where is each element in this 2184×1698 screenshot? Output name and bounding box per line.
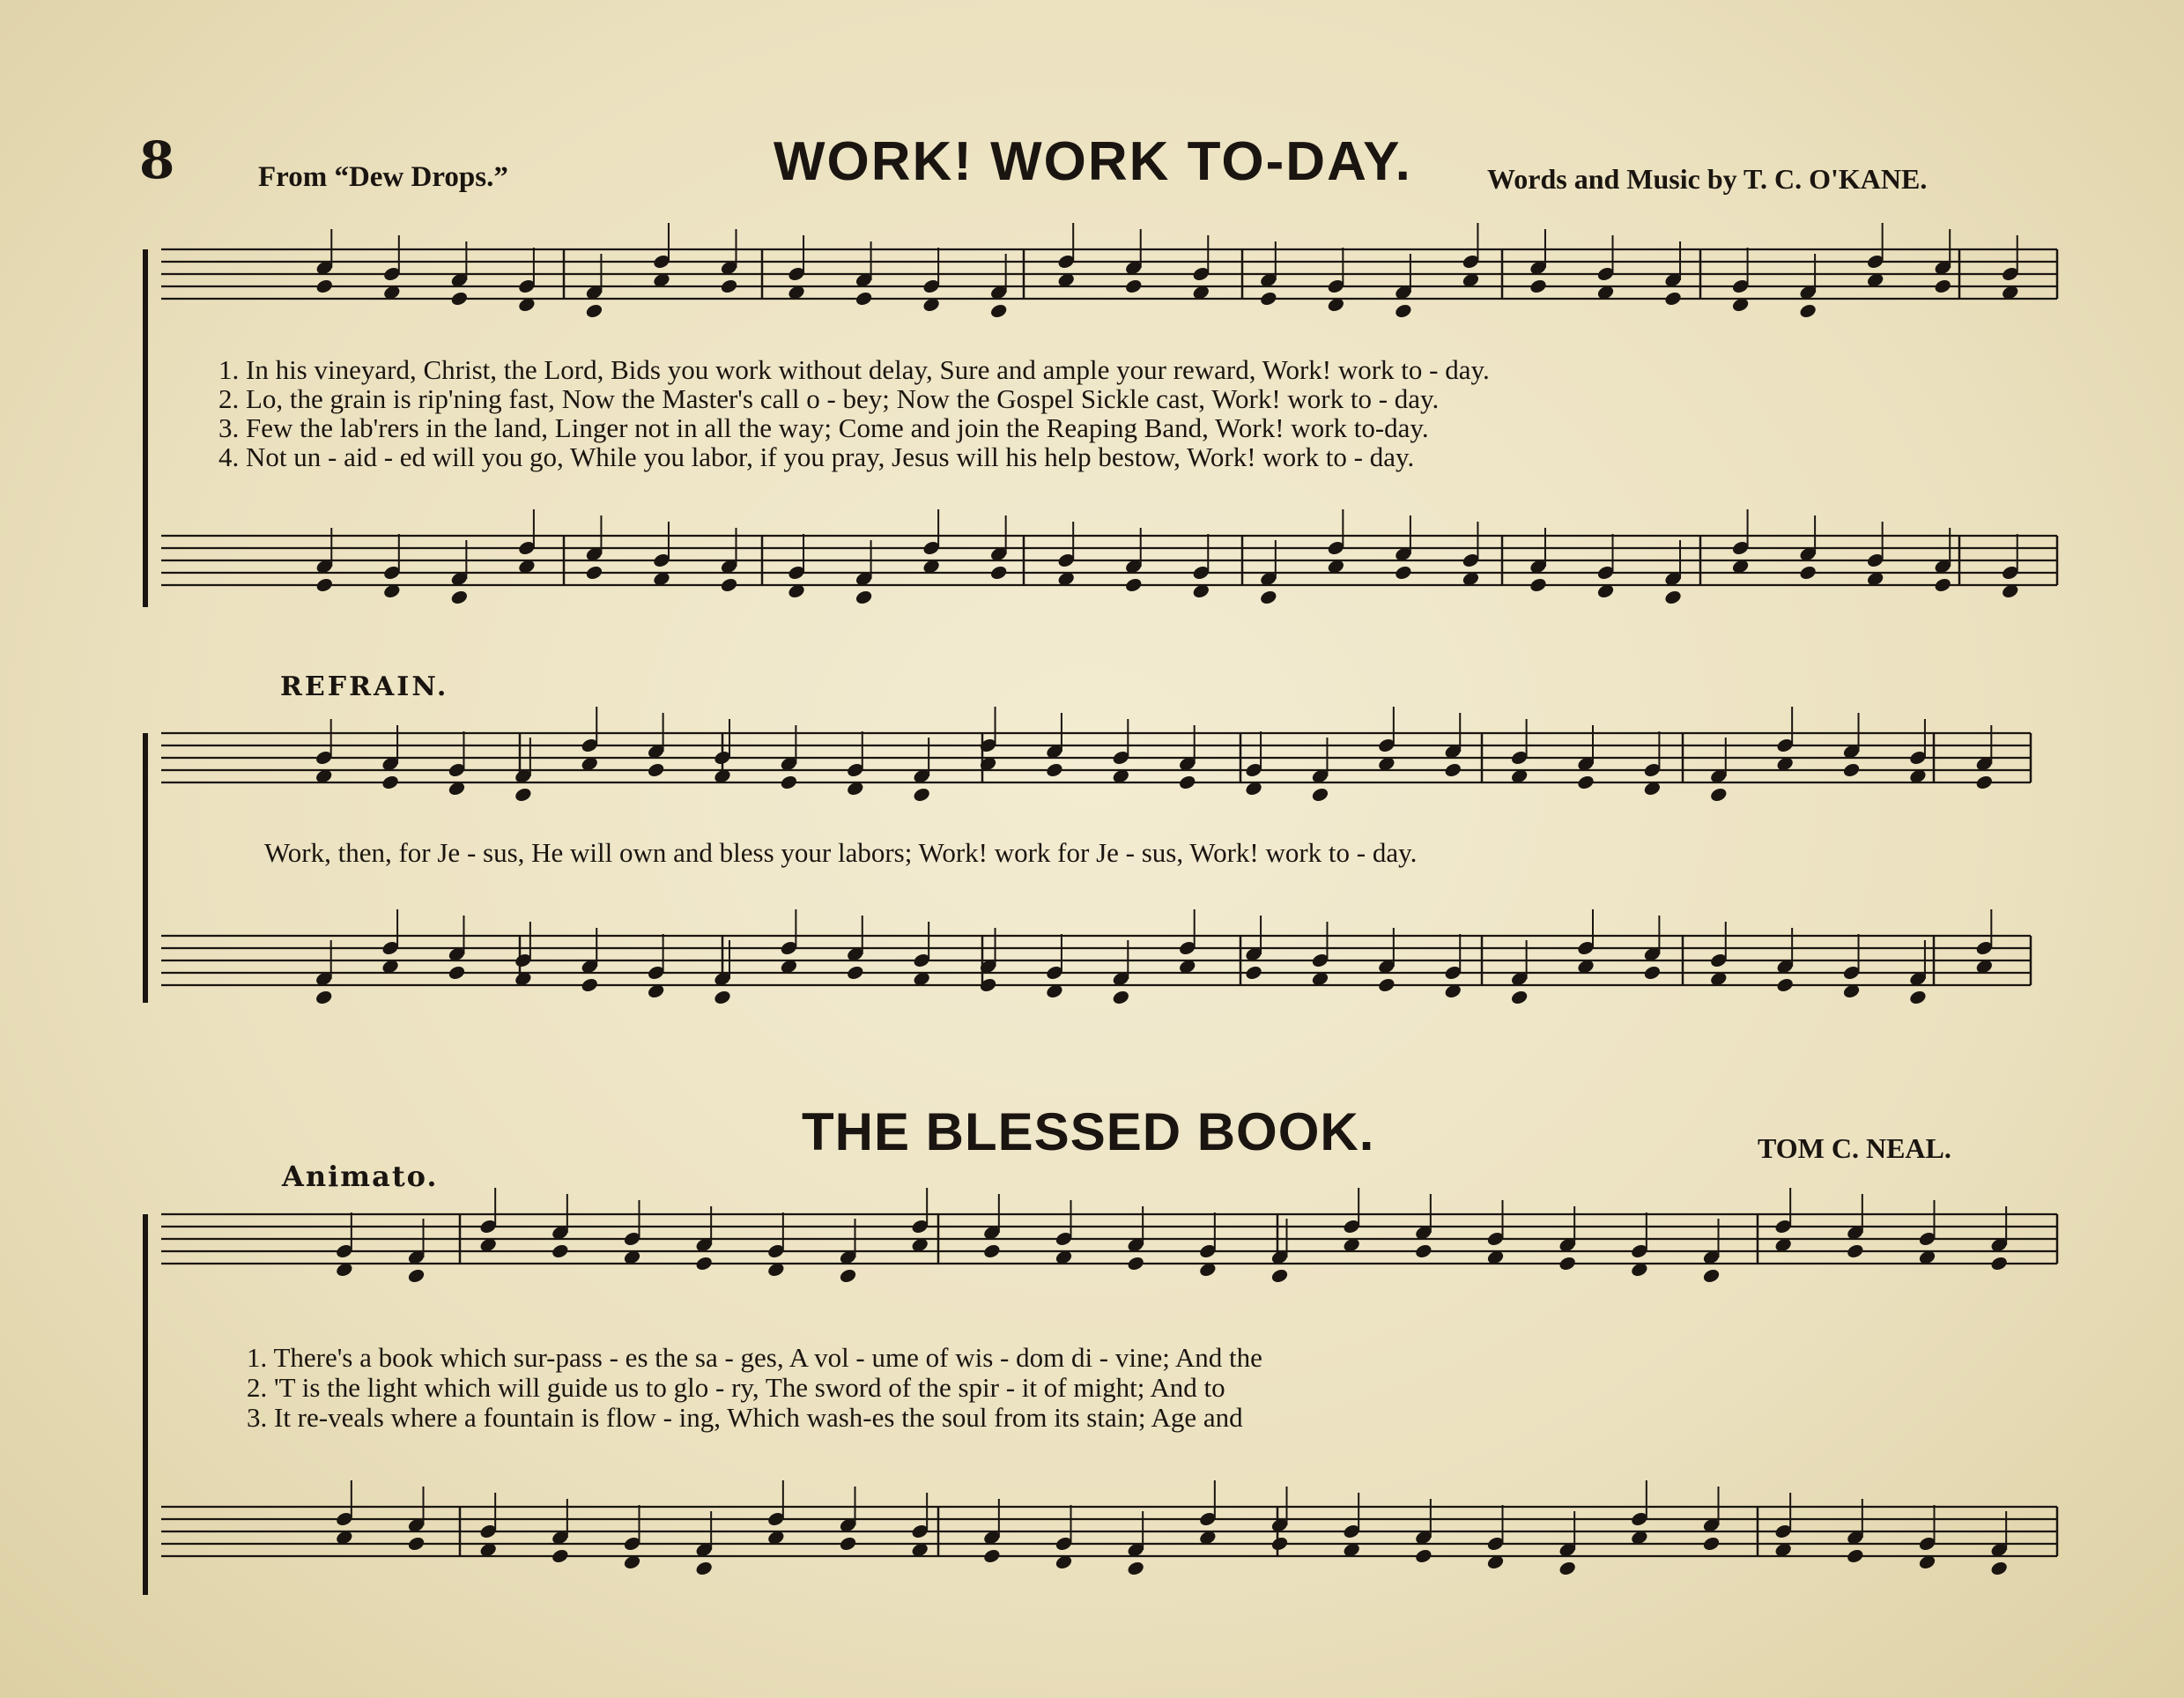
system3-bass-notehead [1702,1535,1721,1552]
system3-treble-notehead [1270,1267,1290,1284]
system2-treble-notehead [647,761,666,778]
system1-bass-notehead [1529,576,1548,593]
system2-treble-notehead [1709,786,1729,803]
system3-bass-notehead [407,1535,426,1552]
refrain-lyrics: Work, then, for Je - sus, He will own and bless your labors; Work! work for Je - sus, Work! work to - day. [264,837,1418,868]
system2-bass-notehead [580,976,599,993]
system1-treble-notehead [720,278,739,294]
system2-treble-notehead [779,774,798,790]
system1-bass-notehead [449,589,469,605]
system1-treble-notehead [449,290,469,307]
system3-treble-notehead [694,1255,714,1272]
hymn2-verse-3: 3. It re-veals where a fountain is flow - ing, Which wash-es the soul from its stain; Age and [247,1402,1243,1433]
system2-treble-notehead [912,786,931,803]
system3-bass-notehead [1414,1547,1433,1564]
refrain-label: REFRAIN. [280,671,449,702]
system3-bass-notehead [694,1560,714,1576]
system1-bass-notehead [1124,576,1144,593]
system1-bass-notehead [1394,564,1413,581]
system2-treble-notehead [1974,774,1994,790]
system1-treble-notehead [1529,278,1548,294]
system1-bass-notehead [720,576,739,593]
system3-bass-notehead [1989,1560,2009,1576]
system1-treble-notehead [1933,278,1952,294]
system2-bass-notehead [713,989,732,1005]
hymn2-credit: TOM C. NEAL. [1758,1132,1951,1164]
hymn1-source: From “Dew Drops.” [258,161,508,193]
system3-bass-notehead [982,1547,1002,1564]
system3-bass-notehead [551,1547,570,1564]
system2-bass-notehead [1510,989,1529,1005]
system2-treble-notehead [1842,761,1862,778]
system3-treble-notehead [1989,1255,2009,1272]
system1-treble-notehead [855,290,874,307]
hymn1-verse-2: 2. Lo, the grain is rip'ning fast, Now the Master's call o - bey; Now the Gospel Sickle cast, Work! work to - day. [218,383,1440,414]
system3-bass-notehead [839,1535,858,1552]
system1-bass-notehead [315,576,334,593]
system2-treble-notehead [1443,761,1462,778]
hymn2-title: THE BLESSED BOOK. [802,1102,1375,1161]
hymn2-verse-1: 1. There's a book which sur-pass - es the sa - ges, A vol - ume of wis - dom di - vine; And the [247,1342,1262,1373]
system3-treble-notehead [1558,1255,1577,1272]
system3-treble-notehead [1702,1267,1721,1284]
system1-treble-notehead [585,302,604,319]
hymn1-verse-4: 4. Not un - aid - ed will you go, While you labor, if you pray, Jesus will his help bestow, Work! work to - day. [218,441,1415,472]
system2-bass-notehead [315,989,334,1005]
system1-treble-notehead [989,302,1009,319]
system1-treble-notehead [1663,290,1683,307]
system1-treble-notehead [1798,302,1818,319]
system1-bass-notehead [989,564,1009,581]
hymn1-verse-3: 3. Few the lab'rers in the land, Linger not in all the way; Come and join the Reaping Band, Work! work to-day. [218,412,1429,443]
system1-treble-notehead [315,278,334,294]
system2-treble-notehead [1045,761,1064,778]
system1-bass-notehead [1259,589,1278,605]
system2-treble-notehead [1178,774,1197,790]
hymn1-verse-1: 1. In his vineyard, Christ, the Lord, Bids you work without delay, Sure and ample your reward, Work! work to - day. [218,354,1490,385]
system2-bass-notehead [1377,976,1396,993]
tempo-marking: Animato. [282,1160,439,1193]
system1-treble-notehead [1259,290,1278,307]
system2-treble-notehead [1311,786,1330,803]
system2-bass-notehead [846,964,865,981]
system1-bass-notehead [585,564,604,581]
system3-treble-notehead [982,1242,1002,1259]
system3-treble-notehead [1414,1242,1433,1259]
system1-treble-notehead [1124,278,1144,294]
system3-treble-notehead [839,1267,858,1284]
system2-bass-notehead [448,964,467,981]
system2-bass-notehead [1642,964,1662,981]
system2-bass-notehead [1111,989,1130,1005]
hymn1-credit: Words and Music by T. C. O'KANE. [1487,163,1928,195]
system3-bass-notehead [1558,1560,1577,1576]
system3-bass-notehead [1126,1560,1145,1576]
system1-bass-notehead [855,589,874,605]
system2-bass-notehead [1775,976,1795,993]
page-number: 8 [139,130,175,190]
system3-treble-notehead [1846,1242,1865,1259]
system3-bass-notehead [1270,1535,1290,1552]
hymn1-title: WORK! WORK TO-DAY. [774,131,1412,192]
system2-treble-notehead [514,786,533,803]
system3-treble-notehead [551,1242,570,1259]
system3-bass-notehead [1846,1547,1865,1564]
hymn2-verse-2: 2. 'T is the light which will guide us to glo - ry, The sword of the spir - it of might; And to [247,1372,1225,1403]
system2-bass-notehead [1908,989,1928,1005]
system3-treble-notehead [1126,1255,1145,1272]
system2-treble-notehead [381,774,400,790]
system1-bass-notehead [1798,564,1818,581]
system2-bass-notehead [1244,964,1263,981]
system3-treble-notehead [407,1267,426,1284]
system1-bass-notehead [1663,589,1683,605]
system1-bass-notehead [1933,576,1952,593]
system1-treble-notehead [1394,302,1413,319]
system2-treble-notehead [1576,774,1595,790]
